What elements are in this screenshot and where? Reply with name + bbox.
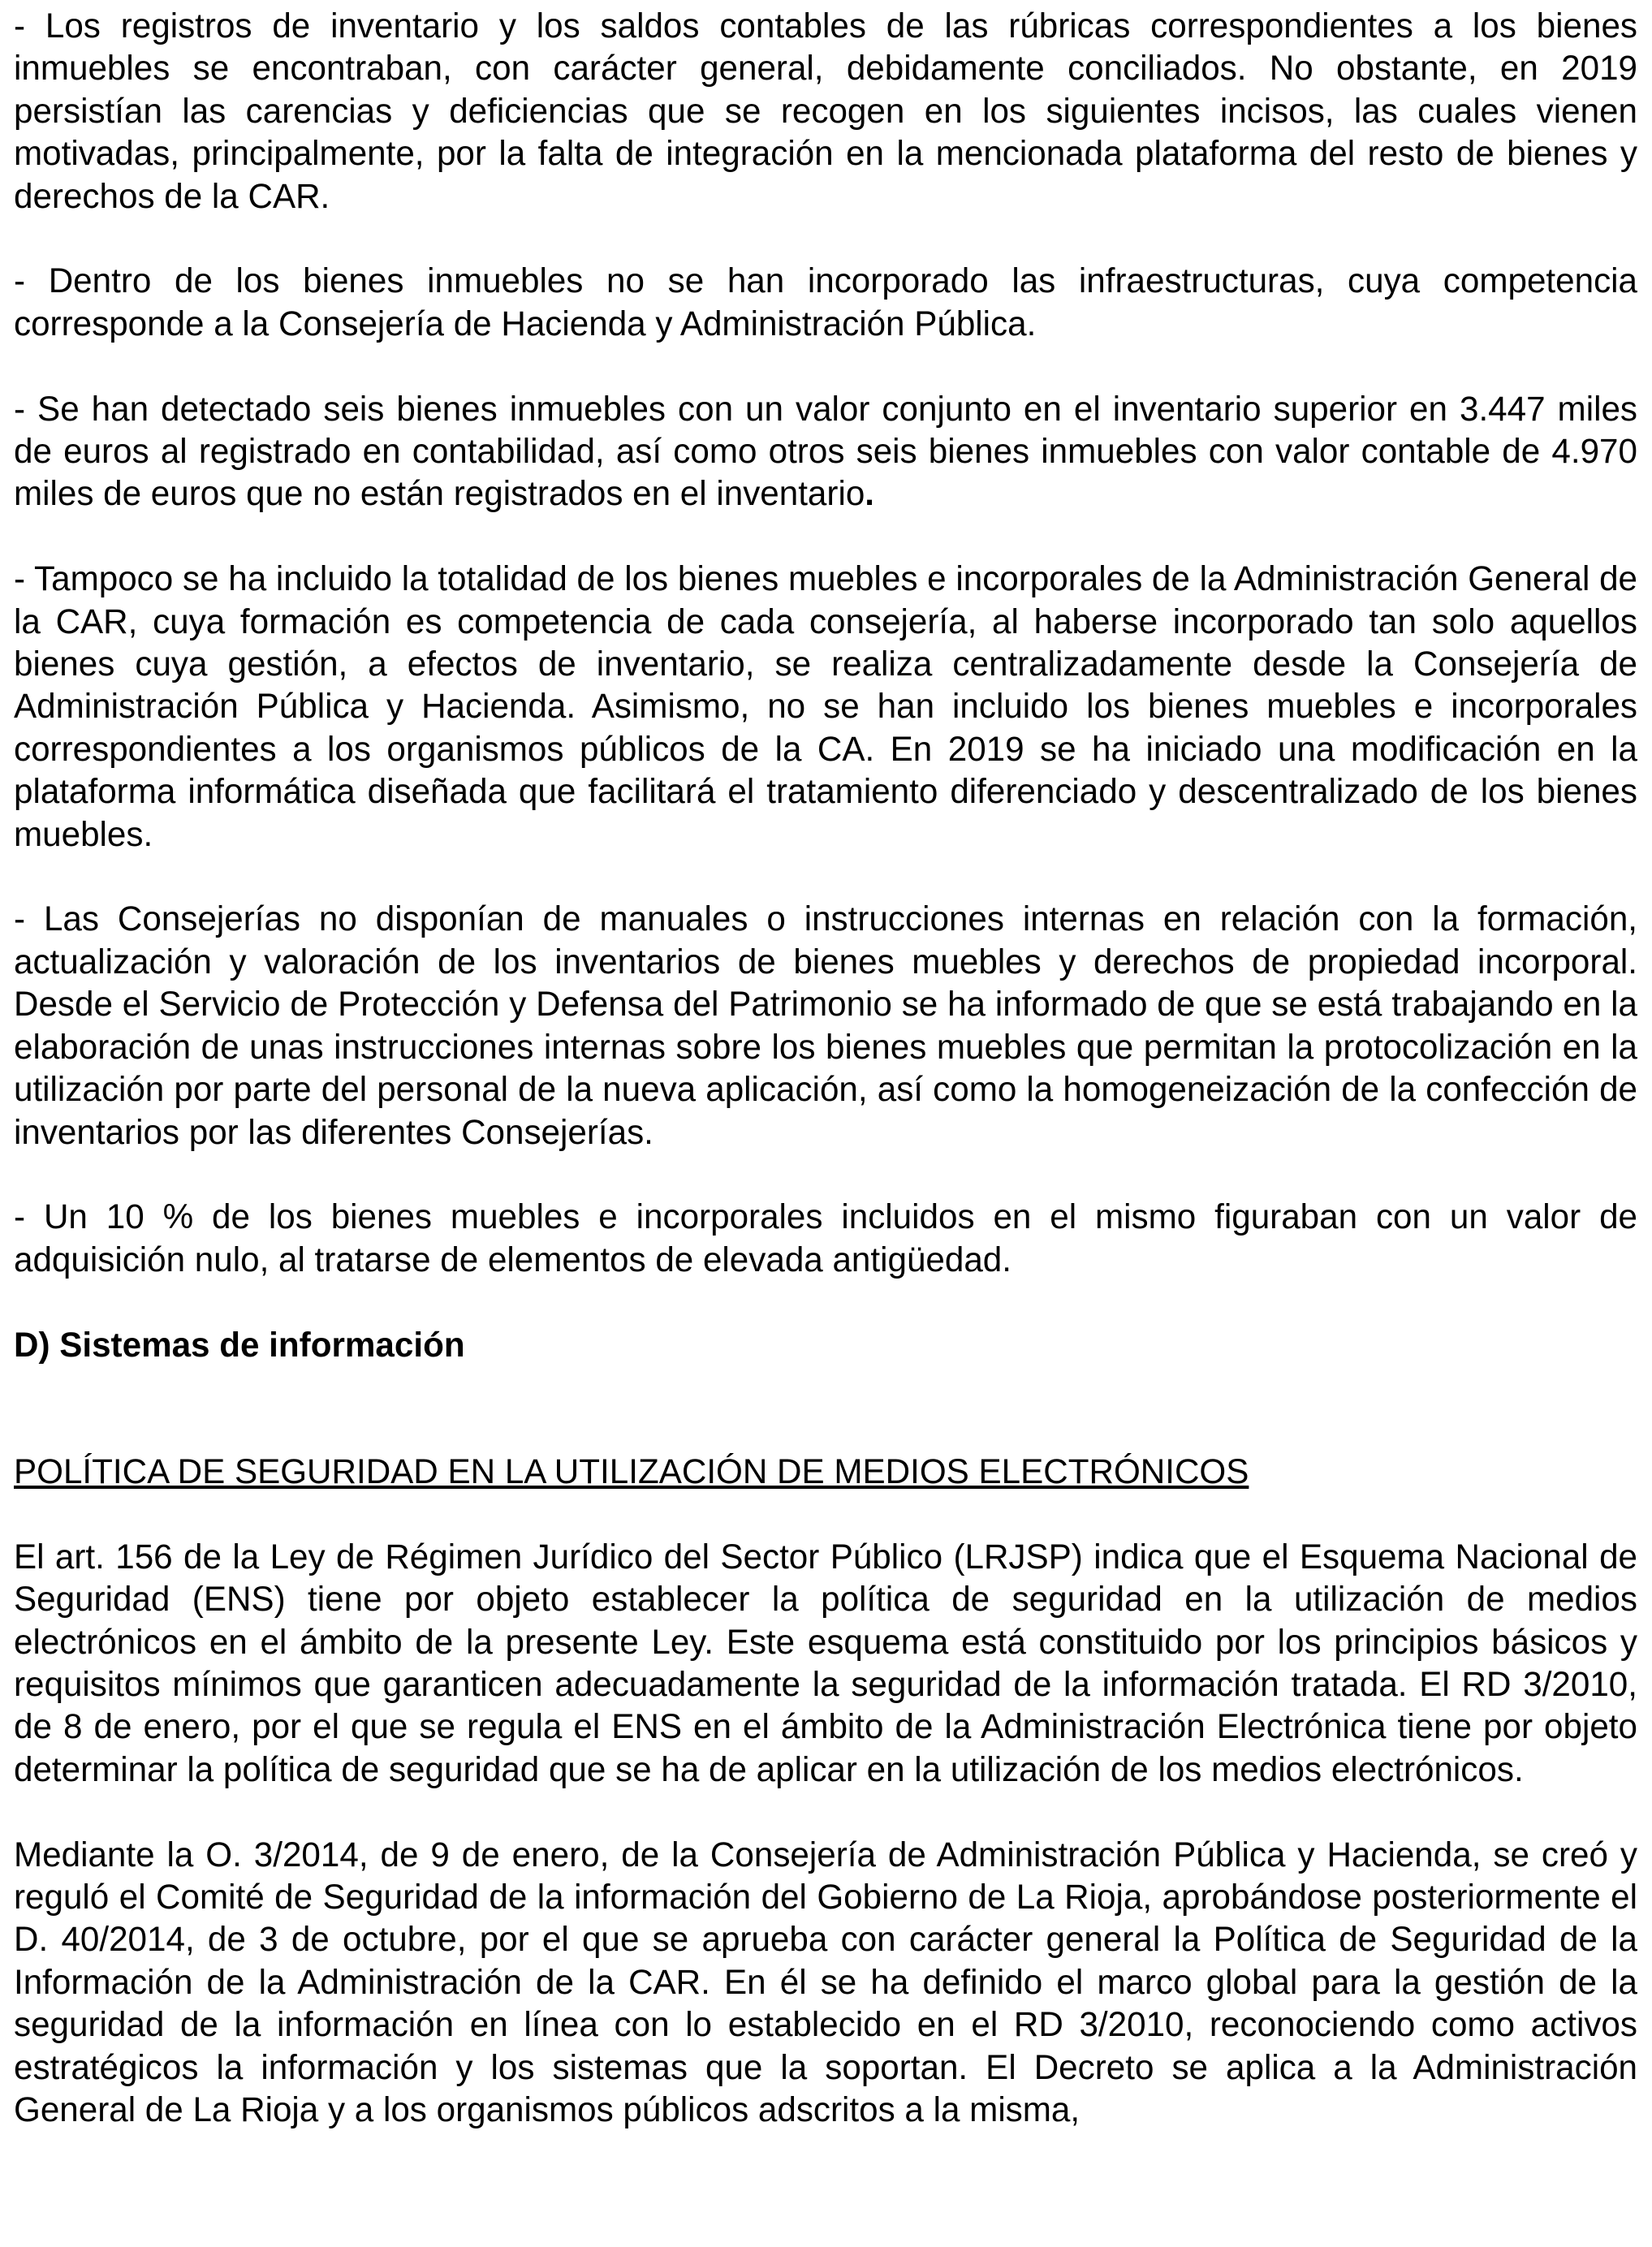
bullet-paragraph-3	[14, 388, 1637, 515]
document-page	[14, 5, 1637, 2174]
bullet-paragraph-1: - Los registros de inventario y los saldos contables de las rúbricas correspondientes a los bienes inmuebles se encontraban, con carácter general, debidamente conciliados. No obstante, en 2019 persistían las carencias y deficiencias que se recogen en los siguientes incisos, las cuales vienen motivadas, principalmente, por la falta de integración en la mencionada plataforma del resto de bienes y derechos de la CAR.	[14, 6, 1637, 215]
bullet-paragraph-3-period: .	[865, 474, 875, 513]
subsection-heading: POLÍTICA DE SEGURIDAD EN LA UTILIZACIÓN DE MEDIOS ELECTRÓNICOS	[14, 1451, 1249, 1490]
bullet-paragraph-5: - Las Consejerías no disponían de manuales o instrucciones internas en relación con la formación, actualización y valoración de los inventarios de bienes muebles y derechos de propiedad incorporal. Desde el Servicio de Protección y Defensa del Patrimonio se ha informado de que se está trabajando en la elaboración de unas instrucciones internas sobre los bienes muebles que permitan la protocolización en la utilización por parte del personal de la nueva aplicación, así como la homogeneización de la confección de inventarios por las diferentes Consejerías.	[14, 899, 1637, 1151]
body-paragraph-1: El art. 156 de la Ley de Régimen Jurídico del Sector Público (LRJSP) indica que el Esquema Nacional de Seguridad (ENS) tiene por objeto establecer la política de seguridad en la utilización de medios electrónicos en el ámbito de la presente Ley. Este esquema está constituido por los principios básicos y requisitos mínimos que garanticen adecuadamente la seguridad de la información tratada. El RD 3/2010, de 8 de enero, por el que se regula el ENS en el ámbito de la Administración Electrónica tiene por objeto determinar la política de seguridad que se ha de aplicar en la utilización de los medios electrónicos.	[14, 1537, 1637, 1788]
body-paragraph-2: Mediante la O. 3/2014, de 9 de enero, de la Consejería de Administración Pública y Hacienda, se creó y reguló el Comité de Seguridad de la información del Gobierno de La Rioja, aprobándose posteriormente el D. 40/2014, de 3 de octubre, por el que se aprueba con carácter general la Política de Seguridad de la Información de la Administración de la CAR. En él se ha definido el marco global para la gestión de la seguridad de la información en línea con lo establecido en el RD 3/2010, reconociendo como activos estratégicos la información y los sistemas que la soportan. El Decreto se aplica a la Administración General de La Rioja y a los organismos públicos adscritos a la misma,	[14, 1835, 1637, 2128]
bullet-paragraph-2: - Dentro de los bienes inmuebles no se han incorporado las infraestructuras, cuya competencia corresponde a la Consejería de Hacienda y Administración Pública.	[14, 261, 1637, 343]
bullet-paragraph-6: - Un 10 % de los bienes muebles e incorporales incluidos en el mismo figuraban con un valor de adquisición nulo, al tratarse de elementos de elevada antigüedad.	[14, 1197, 1637, 1279]
bullet-paragraph-4: - Tampoco se ha incluido la totalidad de los bienes muebles e incorporales de la Administración General de la CAR, cuya formación es competencia de cada consejería, al haberse incorporado tan solo aquellos bienes cuya gestión, a efectos de inventario, se realiza centralizadamente desde la Consejería de Administración Pública y Hacienda. Asimismo, no se han incluido los bienes muebles e incorporales correspondientes a los organismos públicos de la CA. En 2019 se ha iniciado una modificación en la plataforma informática diseñada que facilitará el tratamiento diferenciado y descentralizado de los bienes muebles.	[14, 559, 1637, 853]
bullet-paragraph-3-text: - Se han detectado seis bienes inmuebles con un valor conjunto en el inventario superior en 3.447 miles de euros al registrado en contabilidad, así como otros seis bienes inmuebles con valor contable de 4.970 miles de euros que no están registrados en el inventario	[14, 389, 1637, 513]
section-heading: D) Sistemas de información	[14, 1325, 465, 1364]
